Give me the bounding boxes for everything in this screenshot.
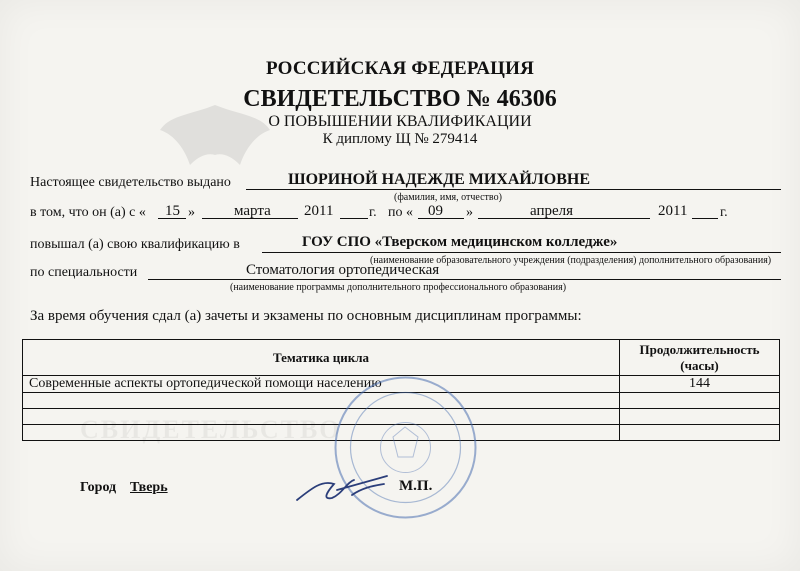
from-year-underline (340, 218, 368, 219)
to-year: 2011 (658, 203, 688, 219)
to-day: 09 (428, 203, 443, 219)
period-prefix: в том, что он (а) с « (30, 205, 146, 220)
seal-label: М.П. (399, 478, 433, 494)
specialty-value: Стоматология ортопедическая (246, 262, 440, 278)
from-day-close: » (188, 205, 195, 220)
table-cell-subject: Современные аспекты ортопедической помощи населению (23, 376, 620, 393)
document-title: СВИДЕТЕЛЬСТВО № 46306 (243, 86, 557, 112)
exams-statement: За время обучения сдал (а) зачеты и экзамены по основным дисциплинам программы: (30, 308, 582, 324)
table-cell-hours (620, 409, 780, 425)
to-day-close: » (466, 205, 473, 220)
to-year-underline (692, 218, 718, 219)
subject-column-header: Тематика цикла (23, 340, 620, 376)
table-cell-subject (23, 393, 620, 409)
issued-label: Настоящее свидетельство выдано (30, 175, 231, 190)
from-day: 15 (165, 203, 180, 219)
from-month: марта (234, 203, 271, 219)
to-label: по « (388, 205, 413, 220)
table-cell-hours (620, 393, 780, 409)
hours-header-line2: (часы) (680, 357, 719, 373)
table-header-row (23, 340, 780, 376)
document-subtitle: О ПОВЫШЕНИИ КВАЛИФИКАЦИИ (268, 113, 532, 130)
name-underline (246, 189, 781, 190)
table-cell-hours: 144 (620, 376, 780, 393)
institution-label: повышал (а) свою квалификацию в (30, 237, 240, 252)
country-title: РОССИЙСКАЯ ФЕДЕРАЦИЯ (265, 58, 535, 79)
background-watermark: СВИДЕТЕЛЬСТВО (80, 415, 342, 444)
recipient-name: ШОРИНОЙ НАДЕЖДЕ МИХАЙЛОВНЕ (288, 171, 591, 188)
name-hint: (фамилия, имя, отчество) (394, 192, 502, 203)
specialty-hint: (наименование программы дополнительного профессионального образования) (230, 282, 567, 293)
table-cell-subject (23, 425, 620, 441)
institution-underline (262, 252, 781, 253)
from-year: 2011 (304, 203, 334, 219)
hours-column-header (620, 340, 780, 376)
city-label: Город (80, 480, 117, 495)
institution-name: ГОУ СПО «Тверском медицинском колледже» (302, 234, 618, 250)
table-cell-hours (620, 425, 780, 441)
city-value: Тверь (130, 480, 168, 495)
hours-header-line1: Продолжительность (639, 341, 760, 357)
to-month: апреля (530, 203, 574, 219)
table-cell-subject (23, 409, 620, 425)
diploma-reference: К диплому Щ № 279414 (322, 131, 478, 147)
from-year-suffix: г. (369, 205, 377, 220)
specialty-label: по специальности (30, 265, 138, 280)
institution-hint: (наименование образовательного учреждения (подразделения) дополнительного образования) (370, 255, 772, 266)
to-year-suffix: г. (720, 205, 728, 220)
signature-icon (292, 470, 402, 510)
specialty-underline (148, 279, 781, 280)
